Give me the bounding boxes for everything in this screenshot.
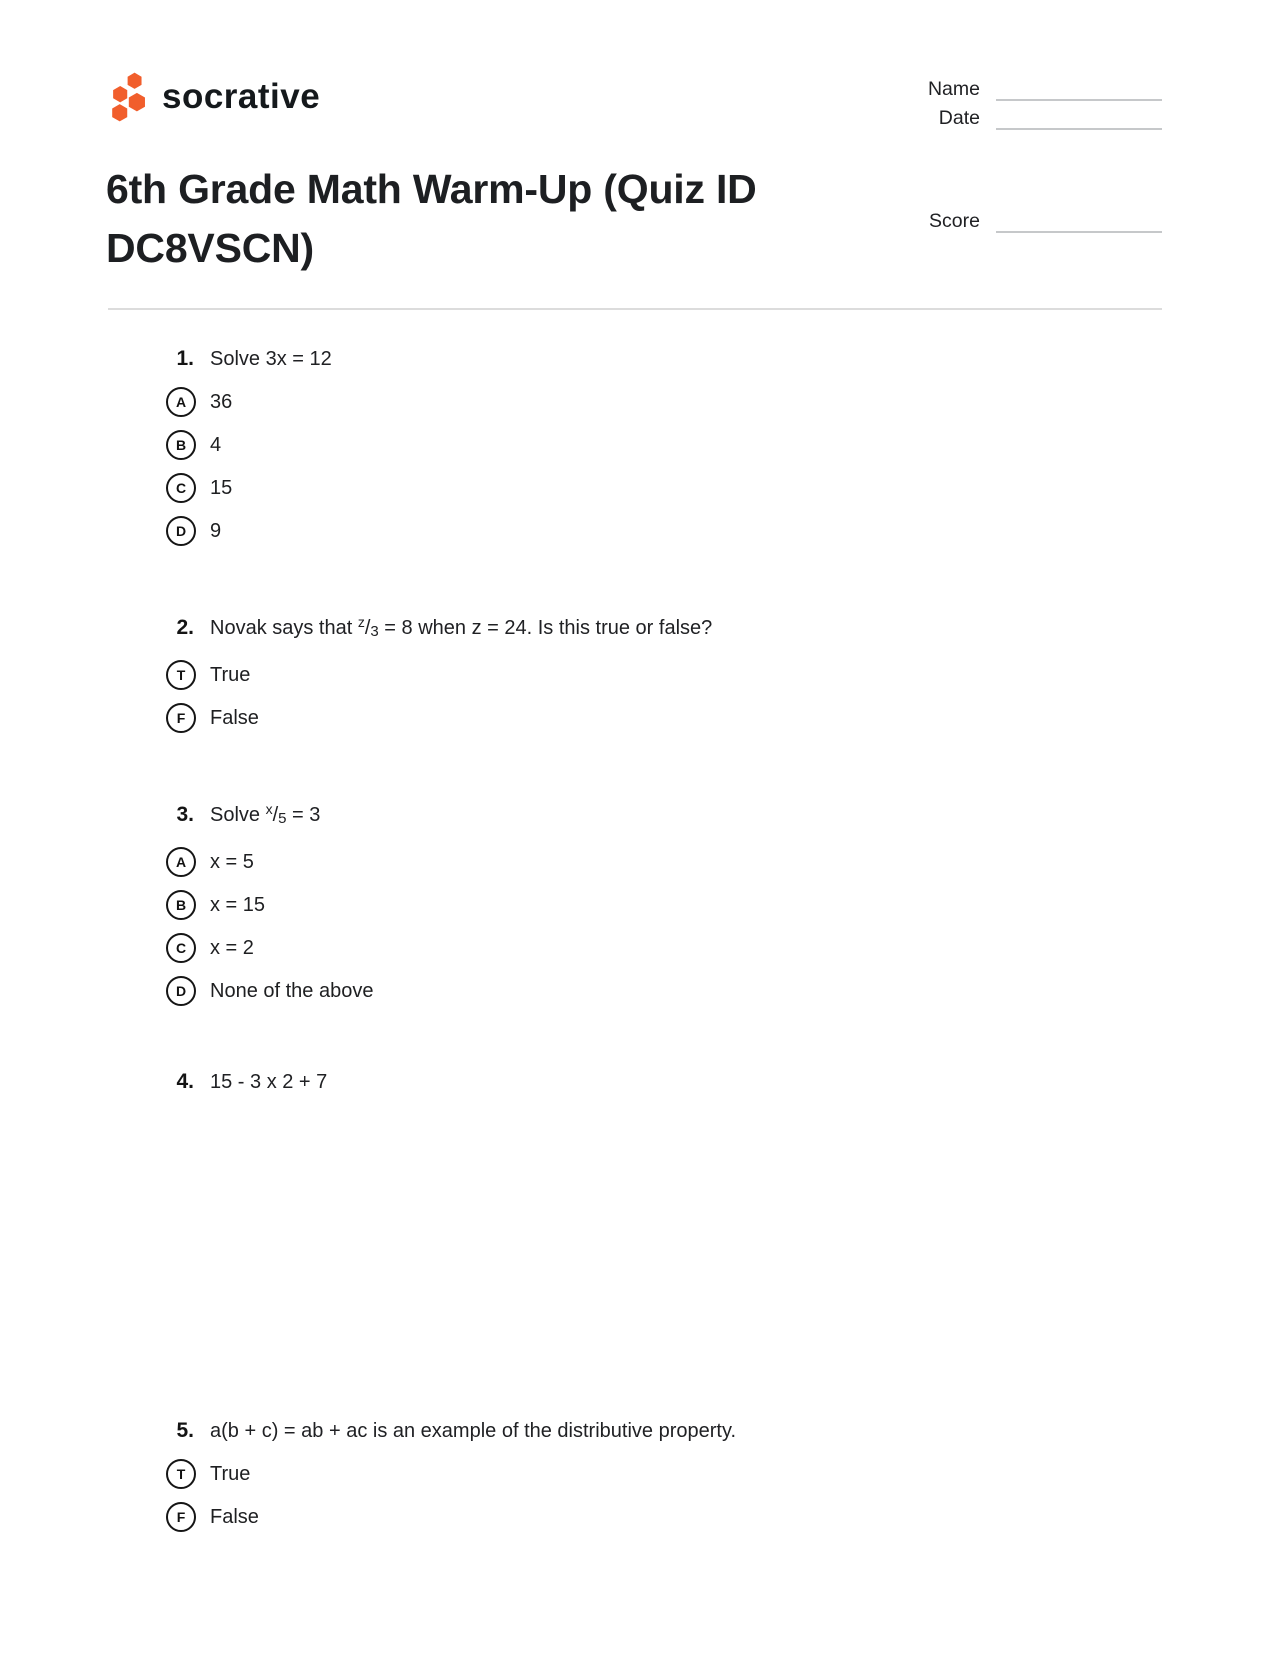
- option-letter: D: [175, 523, 187, 539]
- question-row: [0, 345, 1275, 373]
- answer-bubble[interactable]: [166, 703, 196, 733]
- question-text-run: a(b + c) = ab + ac is an example of the distributive property.: [210, 1420, 737, 1442]
- answer-option[interactable]: [166, 1502, 1275, 1532]
- question: [0, 795, 1275, 1006]
- answer-option[interactable]: [166, 660, 1275, 690]
- option-letter: A: [175, 854, 187, 870]
- options-list: [0, 847, 1275, 1006]
- option-text: True: [210, 1462, 251, 1485]
- option-text: x = 2: [210, 936, 254, 959]
- option-text: False: [210, 1505, 259, 1528]
- answer-bubble[interactable]: [166, 387, 196, 417]
- question-number: 3.: [176, 803, 194, 826]
- answer-option[interactable]: [166, 890, 1275, 920]
- answer-option[interactable]: [166, 473, 1275, 503]
- question: [0, 608, 1275, 733]
- answer-bubble[interactable]: [166, 516, 196, 546]
- answer-bubble[interactable]: [166, 1502, 196, 1532]
- answer-option[interactable]: [166, 976, 1275, 1006]
- question-row: [0, 608, 1275, 646]
- option-text: None of the above: [210, 979, 374, 1002]
- question-text-run: = 8 when z = 24. Is this true or false?: [378, 617, 713, 639]
- name-blank-line[interactable]: [996, 76, 1162, 101]
- date-blank-line[interactable]: [996, 105, 1162, 130]
- options-list: [0, 1459, 1275, 1532]
- question-text: [210, 1068, 327, 1096]
- answer-option[interactable]: [166, 703, 1275, 733]
- options-list: [0, 660, 1275, 733]
- option-text: 4: [210, 433, 222, 456]
- question-text: [210, 608, 712, 646]
- option-letter: T: [176, 667, 186, 683]
- option-letter: C: [175, 940, 187, 956]
- answer-bubble[interactable]: [166, 976, 196, 1006]
- option-text: 9: [210, 519, 222, 542]
- answer-bubble[interactable]: [166, 430, 196, 460]
- fraction-sub: 3: [370, 623, 379, 640]
- answer-bubble[interactable]: [166, 847, 196, 877]
- question-text: [210, 1417, 736, 1445]
- score-field-row: [875, 208, 1162, 233]
- option-text: False: [210, 706, 259, 729]
- option-letter: D: [175, 983, 187, 999]
- header-divider: [108, 308, 1162, 310]
- socrative-logo-text: socrative: [162, 77, 321, 116]
- answer-option[interactable]: [166, 933, 1275, 963]
- question-number: 2.: [176, 616, 194, 639]
- question-number: 5.: [176, 1419, 194, 1442]
- question-row: [0, 1068, 1275, 1096]
- question-row: [0, 795, 1275, 833]
- fraction-sup: x: [265, 801, 273, 817]
- option-text: 15: [210, 476, 233, 499]
- answer-option[interactable]: [166, 847, 1275, 877]
- answer-bubble[interactable]: [166, 1459, 196, 1489]
- answer-option[interactable]: [166, 430, 1275, 460]
- answer-bubble[interactable]: [166, 933, 196, 963]
- question: [0, 1417, 1275, 1532]
- quiz-title: 6th Grade Math Warm-Up (Quiz ID DC8VSCN): [106, 166, 757, 271]
- option-letter: F: [176, 1509, 186, 1525]
- question: [0, 1068, 1275, 1096]
- option-letter: B: [175, 897, 187, 913]
- question-text-run: Solve 3x = 12: [210, 348, 332, 370]
- socrative-logo: [108, 71, 320, 123]
- question-number: 1.: [176, 347, 194, 370]
- fraction-sup: z: [357, 614, 365, 630]
- question-text: [210, 795, 320, 833]
- option-text: True: [210, 663, 251, 686]
- question-row: [0, 1417, 1275, 1445]
- question-text-run: /: [272, 804, 279, 826]
- option-text: x = 5: [210, 850, 254, 873]
- option-letter: B: [175, 437, 187, 453]
- option-letter: F: [176, 710, 186, 726]
- option-letter: T: [176, 1466, 186, 1482]
- answer-option[interactable]: [166, 387, 1275, 417]
- question-text-run: 15 - 3 x 2 + 7: [210, 1071, 328, 1093]
- answer-bubble[interactable]: [166, 473, 196, 503]
- question-text-run: Solve: [210, 804, 266, 826]
- date-label: Date: [938, 107, 980, 129]
- fraction-sub: 5: [278, 810, 287, 827]
- question: [0, 345, 1275, 546]
- question-text: [210, 345, 332, 373]
- question-text-run: = 3: [286, 804, 321, 826]
- question-number: 4.: [176, 1070, 194, 1093]
- answer-option[interactable]: [166, 1459, 1275, 1489]
- question-text-run: Novak says that: [210, 617, 358, 639]
- name-field-row: [875, 76, 1162, 101]
- option-text: 36: [210, 390, 233, 413]
- hexagon-cluster-icon: [108, 71, 150, 123]
- score-label: Score: [929, 210, 980, 232]
- option-letter: C: [175, 480, 187, 496]
- options-list: [0, 387, 1275, 546]
- date-field-row: [875, 105, 1162, 130]
- answer-option[interactable]: [166, 516, 1275, 546]
- option-text: x = 15: [210, 893, 266, 916]
- option-letter: A: [175, 394, 187, 410]
- answer-bubble[interactable]: [166, 890, 196, 920]
- answer-bubble[interactable]: [166, 660, 196, 690]
- question-list: [0, 345, 1275, 1594]
- score-blank-line[interactable]: [996, 208, 1162, 233]
- name-label: Name: [927, 78, 980, 100]
- question-text-run: /: [364, 617, 371, 639]
